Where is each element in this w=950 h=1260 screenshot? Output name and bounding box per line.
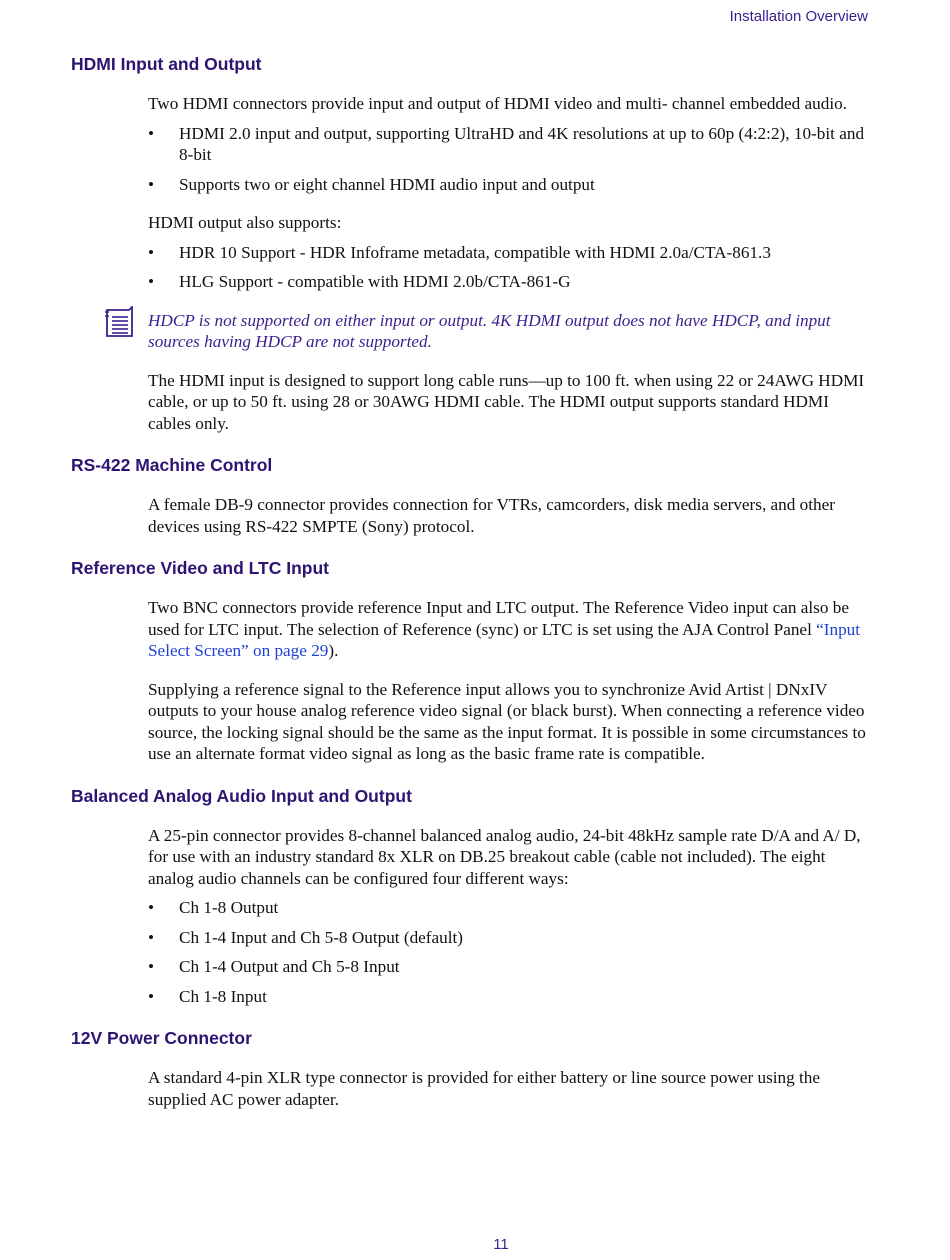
input-select-screen-link[interactable]: “Input Select Screen” on page 29: [148, 619, 861, 660]
page-number: 11: [493, 1236, 509, 1253]
note-callout: [103, 310, 872, 353]
section-heading-hdmi: HDMI Input and Output: [71, 54, 262, 74]
list-item: • Ch 1-8 Input: [148, 986, 872, 1008]
power-paragraph: A standard 4-pin XLR type connector is provided for either battery or line source power using the supplied AC power adapter.: [148, 1068, 821, 1109]
reference-paragraph-2: Supplying a reference signal to the Reference input allows you to synchronize Avid Artist | DNxIV outputs to your house analog reference video signal (or black burst). When connecting a reference video source, the locking signal should be the same as the input format. It is possible in some circumstances to use an alternate format video signal as long as the basic frame rate is compatible.: [148, 679, 866, 763]
running-header: Installation Overview: [729, 8, 868, 25]
reference-paragraph-1: [148, 597, 872, 662]
list-item: • HLG Support - compatible with HDMI 2.0b/CTA-861-G: [148, 271, 872, 293]
section-body-rs422: [148, 494, 872, 537]
list-item: • HDR 10 Support - HDR Infoframe metadata, compatible with HDMI 2.0a/CTA-861.3: [148, 242, 872, 264]
reference-para1-tail: ).: [328, 641, 339, 660]
rs422-paragraph: A female DB-9 connector provides connection for VTRs, camcorders, disk media servers, and other devices using RS-422 SMPTE (Sony) protocol.: [148, 495, 835, 536]
section-body-hdmi: [148, 93, 872, 434]
section-heading-rs422: RS-422 Machine Control: [71, 455, 273, 475]
list-item: • Ch 1-4 Input and Ch 5-8 Output (default): [148, 927, 872, 949]
section-heading-power: 12V Power Connector: [71, 1028, 252, 1048]
list-item: • HDMI 2.0 input and output, supporting UltraHD and 4K resolutions at up to 60p (4:2:2), 10-bit and 8-bit: [148, 123, 872, 166]
audio-paragraph: A 25-pin connector provides 8-channel balanced analog audio, 24-bit 48kHz sample rate D/A and A/ D, for use with an industry standard 8x XLR on DB.25 breakout cable (cable not included). The eight analog audio channels can be configured four different ways:: [148, 825, 861, 888]
page-content: [71, 53, 871, 1110]
note-text: HDCP is not supported on either input or output. 4K HDMI output does not have HDCP, and input sources having HDCP are not supported.: [148, 310, 831, 351]
hdmi-output-supports: HDMI output also supports:: [148, 213, 342, 232]
audio-bullets: [148, 897, 872, 1007]
list-item: • Ch 1-4 Output and Ch 5-8 Input: [148, 956, 872, 978]
hdmi-intro: Two HDMI connectors provide input and output of HDMI video and multi- channel embedded audio.: [148, 94, 848, 113]
section-body-audio: [148, 825, 872, 1008]
hdmi-bullets-1: [148, 123, 872, 196]
section-body-power: [148, 1067, 872, 1110]
section-heading-reference: Reference Video and LTC Input: [71, 558, 329, 578]
list-item: • Ch 1-8 Output: [148, 897, 872, 919]
hdmi-bullets-2: [148, 242, 872, 293]
section-body-reference: [148, 597, 872, 765]
hdmi-cable-paragraph: The HDMI input is designed to support long cable runs—up to 100 ft. when using 22 or 24AWG HDMI cable, or up to 50 ft. using 28 or 30AWG HDMI cable. The HDMI output supports standard HDMI cables only.: [148, 370, 865, 433]
list-item: • Supports two or eight channel HDMI audio input and output: [148, 174, 872, 196]
section-heading-audio: Balanced Analog Audio Input and Output: [71, 785, 412, 806]
reference-para1-text: Two BNC connectors provide reference Input and LTC output. The Reference Video input can also be used for LTC input. The selection of Reference (sync) or LTC is set using the AJA Control Panel: [148, 598, 849, 639]
note-icon: [103, 306, 135, 340]
